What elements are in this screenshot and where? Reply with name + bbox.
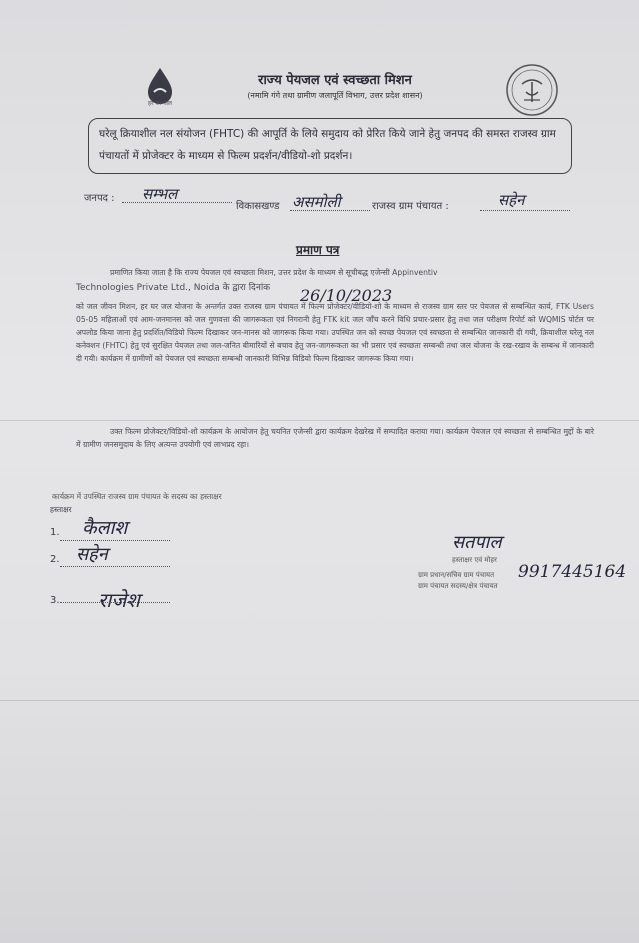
phone-number: 9917445164: [518, 562, 627, 582]
pradhan-signature: सतपाल: [452, 532, 502, 553]
district-value: सम्भल: [142, 185, 178, 203]
attendee-signature-1: कैलाश: [82, 517, 128, 539]
logo-caption: हर घर जल: [148, 100, 172, 107]
state-emblem-icon: [504, 62, 560, 118]
certificate-title: प्रमाण पत्र: [296, 243, 340, 257]
body-paragraph-1: को जल जीवन मिशन, हर घर जल योजना के अन्तर्गत उक्त राजस्व ग्राम पंचायत में फिल्म प्रोजेक्टर/वीडियो-शो के माध्यम से राजस्व ग्राम स्तर पर पेयजल से सम्बन्धित कार्य, FTK Users 05-05 महिलाओं एवं आम-जनमानस को जल गुणवत्ता की जागरूकता एवं निगरानी हेतु FTK kit जल जाँच करने विधि प्रचार-प्रसार हेतु तथा जल परीक्षण रिपोर्ट को WQMIS पोर्टल पर अपलोड किया जाना हेतु प्रदर्शित/विडियो फिल्म दिखाकर जन-मानस को जागरूक किया गया। उपस्थित जन को स्वच्छ पेयजल एवं स्वच्छता से सम्बन्धित जानकारी दी गयी, क्रियाशील घरेलू नल कनेक्शन (FHTC) हेतु एवं सुरक्षित पेयजल तथा जल-जनित बीमारियों से बचाव हेतु जन-जागरूकता का भी प्रसार एवं स्वच्छता सम्बन्धी तथा जल योजना के रख-रखाव के सम्बन्ध में जानकारी दी गयी। कार्यक्रम में ग्रामीणों को पेयजल एवं स्वच्छता सम्बन्धी जानकारी विभिन्न विडियो फिल्म दिखाकर जागरूक किया गया।: [76, 302, 594, 364]
subject-box: घरेलू क्रियाशील नल संयोजन (FHTC) की आपूर्ति के लिये समुदाय को प्रेरित किये जाने हेतु जनपद की समस्त राजस्व ग्राम पंचायतों में प्रोजेक्टर के माध्यम से फिल्म प्रदर्शन/वीडियो-शो प्रदर्शन।: [88, 118, 572, 174]
signatory-line-3: ग्राम पंचायत सदस्य/क्षेत्र पंचायत: [418, 582, 498, 590]
block-value: असमोली: [292, 193, 341, 211]
page-title: राज्य पेयजल एवं स्वच्छता मिशन: [258, 73, 412, 88]
body-line-2: Technologies Private Ltd., Noida के द्वारा दिनांक: [76, 283, 271, 293]
page-subtitle: (नमामि गंगे तथा ग्रामीण जलापूर्ति विभाग, उत्तर प्रदेश शासन): [247, 91, 423, 100]
signatory-line-1: हस्ताक्षर एवं मोहर: [452, 556, 497, 564]
sign-line-2: [60, 566, 170, 567]
sign-line-1: [60, 540, 170, 541]
attendance-num-2: 2.: [50, 554, 60, 565]
attendance-label: कार्यक्रम में उपस्थित राजस्व ग्राम पंचायत के सदस्य का हस्ताक्षर: [52, 492, 222, 501]
body-line-1: प्रमाणित किया जाता है कि राज्य पेयजल एवं स्वच्छता मिशन, उत्तर प्रदेश के माध्यम से सूचीबद्ध एजेन्सी Appinventiv: [110, 268, 438, 277]
event-date: 26/10/2023: [300, 286, 393, 305]
panchayat-value: सहेन: [498, 191, 525, 209]
attendance-num-1: 1.: [50, 527, 60, 538]
body-paragraph-2: उक्त फिल्म प्रोजेक्टर/विडियो-शो कार्यक्रम के आयोजन हेतु चयनित एजेन्सी द्वारा कार्यक्रम देखरेख में सम्पादित कराया गया। कार्यक्रम पेयजल एवं स्वच्छता से सम्बन्धित मुद्दों के बारे में ग्रामीण जनसमुदाय के लिए अत्यन्त उपयोगी एवं लाभप्रद रहा।: [76, 427, 594, 450]
district-label: जनपद :: [84, 193, 115, 204]
attendance-num-3: 3.: [50, 595, 60, 606]
panchayat-line: [480, 210, 570, 211]
attendee-signature-2: सहेन: [76, 544, 108, 565]
attendee-signature-3: राजेश: [98, 588, 140, 612]
signatory-line-2: ग्राम प्रधान/सचिव ग्राम पंचायत: [418, 571, 495, 579]
sign-line-3: [60, 602, 170, 603]
attendance-sign-label: हस्ताक्षर: [50, 505, 72, 514]
block-label: विकासखण्ड: [236, 201, 280, 212]
panchayat-label: राजस्व ग्राम पंचायत :: [372, 201, 449, 212]
